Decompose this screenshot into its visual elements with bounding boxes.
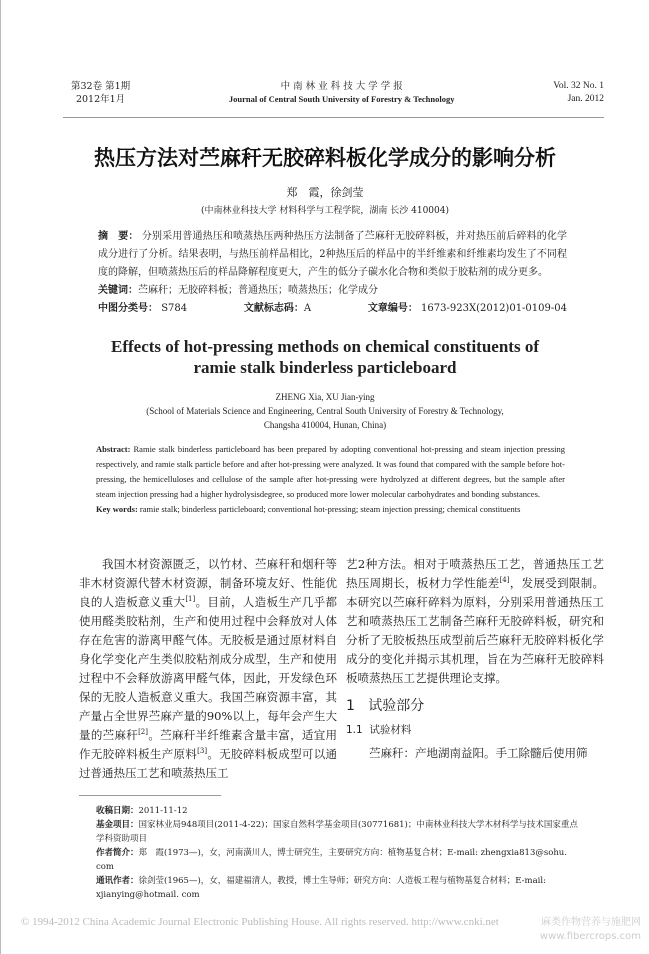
section-number: 1 (346, 698, 355, 714)
article-label: 文章编号： (367, 303, 418, 314)
body-columns (79, 555, 604, 783)
body-text: 。苎麻秆半纤维素含量丰富，适宜用作无胶碎料板生产原料 (79, 728, 338, 761)
date-en: Jan. 2012 (567, 94, 604, 104)
running-header (71, 80, 604, 106)
clc-number (98, 300, 187, 318)
footnote-funding (96, 818, 579, 846)
keywords-zh-label: 关键词： (98, 285, 138, 296)
affiliation-en-line1: (School of Materials Science and Engineering, Central South University of Forestry & Technology, (146, 406, 504, 416)
abstract-en (96, 442, 565, 517)
footnote-label: 收稿日期： (96, 806, 139, 816)
doc-value: A (303, 303, 312, 314)
header-center (229, 80, 455, 106)
article-value: 1673-923X(2012)01-0109-04 (421, 303, 567, 314)
footnote-author (96, 846, 579, 874)
doc-code (244, 300, 311, 318)
affiliation-en (1, 404, 649, 432)
abstract-zh-text: 分别采用普通热压和喷蒸热压两种热压方法制备了苎麻秆无胶碎料板，并对热压前后碎料的化学成分进行了分析。结果表明，与热压前样品相比，2种热压后的样品中的半纤维素和纤维素均发生了不同程度的降解，但喷蒸热压后的样品降解程度更大，产生的低分子碳水化合物和类似于胶粘剂的成分更多。 (98, 231, 568, 278)
body-text: 我国木材资源匮乏，以竹材、苎麻秆和烟秆等非木材资源代替木材资源，制备环境友好、性能优良的人造板意义重大 (79, 557, 337, 609)
affiliation-zh: (中南林业科技大学 材料科学与工程学院，湖南 长沙 410004) (201, 206, 449, 216)
clc-label: 中图分类号： (98, 303, 158, 314)
doc-label: 文献标志码： (243, 303, 304, 314)
keywords-zh-text: 苎麻秆；无胶碎料板；普通热压；喷蒸热压；化学成分 (138, 285, 378, 296)
footnote-corresponding (96, 874, 579, 902)
journal-zh: 中 南 林 业 科 技 大 学 学 报 (280, 81, 403, 92)
title-en-line1: Effects of hot-pressing methods on chemical constituents of (111, 337, 539, 356)
body-right-paragraph (346, 555, 604, 688)
subsection-title: 试验材料 (369, 724, 412, 736)
authors-zh: 郑 霞，徐剑莹 (286, 186, 364, 199)
abstract-en-label: Abstract: (96, 444, 131, 454)
footnote-text: 徐剑莹(1965—)，女，福建福清人，教授，博士生导师；研究方向：人造板工程与植物基复合材料；E-mail: xjianying@hotmail. com (96, 876, 546, 900)
body-text: 艺2种方法。相对于喷蒸热压工艺，普通热压工艺热压周期长，板材力学性能差 (346, 557, 604, 590)
footnote-received (96, 804, 579, 818)
section-title: 试验部分 (368, 698, 425, 714)
footnote-label: 基金项目： (96, 820, 139, 830)
body-paragraph: 苎麻秆：产地湖南益阳。手工除髓后使用筛 (369, 746, 588, 760)
watermark-url: www.fibercrops.com (539, 931, 641, 942)
article-number (368, 300, 567, 318)
citation: [4] (499, 576, 510, 585)
footnote-text: 2011-11-12 (138, 806, 188, 816)
abstract-en-text: Ramie stalk binderless particleboard has been prepared by adopting conventional hot-pressing and steam injection pressing respectively, and ramie stalk particle before and after hot-pressing were analyzed. It was found that compared with the sample before hot-pressing, the hemicelluloses and cellulose of the sample after hot-pressing were hydrolyzed at different degrees, but the sample after steam injection pressing had a higher hydrolysisdegree, so produced more lower molecular carbohydrates and bonding substances. (96, 444, 566, 499)
body-left-column (79, 555, 337, 783)
date-zh: 2012年1月 (75, 94, 126, 105)
citation: [1] (185, 595, 196, 604)
citation: [3] (197, 747, 208, 756)
title-zh: 热压方法对苎麻秆无胶碎料板化学成分的影响分析 (94, 146, 556, 170)
footnotes (96, 804, 579, 902)
keywords-en-text: ramie stalk; binderless particleboard; conventional hot-pressing; steam injection pressing; chemical constituents (139, 504, 521, 514)
footnote-text: 国家林业局948项目(2011-4-22)；国家自然科学基金项目(30771681)；中南林业科技大学木材科学与技术国家重点学科资助项目 (96, 820, 578, 844)
footnote-rule (79, 795, 221, 796)
abstract-zh-label: 摘 要： (98, 231, 139, 242)
keywords-zh (98, 282, 567, 300)
volume-zh: 第32卷 第1期 (71, 81, 131, 92)
page-footer (21, 916, 641, 954)
subsection-heading (346, 722, 604, 738)
classification-row (98, 300, 567, 318)
header-left (71, 80, 130, 106)
header-right (553, 80, 604, 106)
footnote-text: 郑 霞(1973—)，女，河南潢川人，博士研究生，主要研究方向：植物基复合材；E-mail: zhengxia813@sohu. com (96, 848, 567, 872)
title-en (1, 336, 649, 378)
copyright-notice: © 1994-2012 China Academic Journal Electronic Publishing House. All rights reserved. http://www.cnki.net (21, 916, 499, 928)
abstract-zh (98, 228, 567, 282)
body-text: 。目前，人造板生产几乎都使用醛类胶粘剂，生产和使用过程中会释放对人体存在危害的游离甲醛气体。无胶板是通过原材料自身化学变化产生类似胶粘剂成分成型，生产和使用过程中不会释放游离甲醛气体，因此，开发绿色环保的无胶人造板意义重大。我国苎麻资源丰富，其产量占全世界苎麻产量的90%以上，每年会产生大量的苎麻秆 (79, 595, 338, 742)
watermark-zh: 麻类作物营养与施肥网 (541, 917, 641, 928)
authors-en: ZHENG Xia, XU Jian-ying (275, 392, 375, 402)
header-rule (63, 117, 604, 118)
affiliation-en-line2: Changsha 410004, Hunan, China) (263, 420, 387, 430)
citation: [2] (138, 728, 148, 737)
volume-en: Vol. 32 No. 1 (553, 81, 604, 91)
journal-en: Journal of Central South University of Forestry & Technology (228, 94, 455, 104)
subsection-number: 1.1 (346, 724, 363, 736)
watermark (540, 916, 641, 944)
body-right-column (346, 555, 604, 783)
body-text: 。无胶碎料板成型可以通过普通热压工艺和喷蒸热压工 (79, 747, 338, 780)
keywords-en-label: Key words: (96, 504, 138, 514)
clc-value: S784 (161, 303, 188, 314)
footnote-label: 通讯作者： (96, 876, 139, 886)
title-en-line2: ramie stalk binderless particleboard (193, 358, 457, 377)
body-text: ，发展受到限制。本研究以苎麻秆碎料为原料，分别采用普通热压工艺和喷蒸热压工艺制备苎麻秆无胶碎料板，研究和分析了无胶板热压成型前后苎麻秆无胶碎料板化学成分的变化并揭示其机理，旨在为苎麻秆无胶碎料板喷蒸热压工艺提供理论支撑。 (346, 576, 605, 685)
section-heading (346, 696, 604, 716)
footnote-label: 作者简介： (96, 848, 139, 858)
